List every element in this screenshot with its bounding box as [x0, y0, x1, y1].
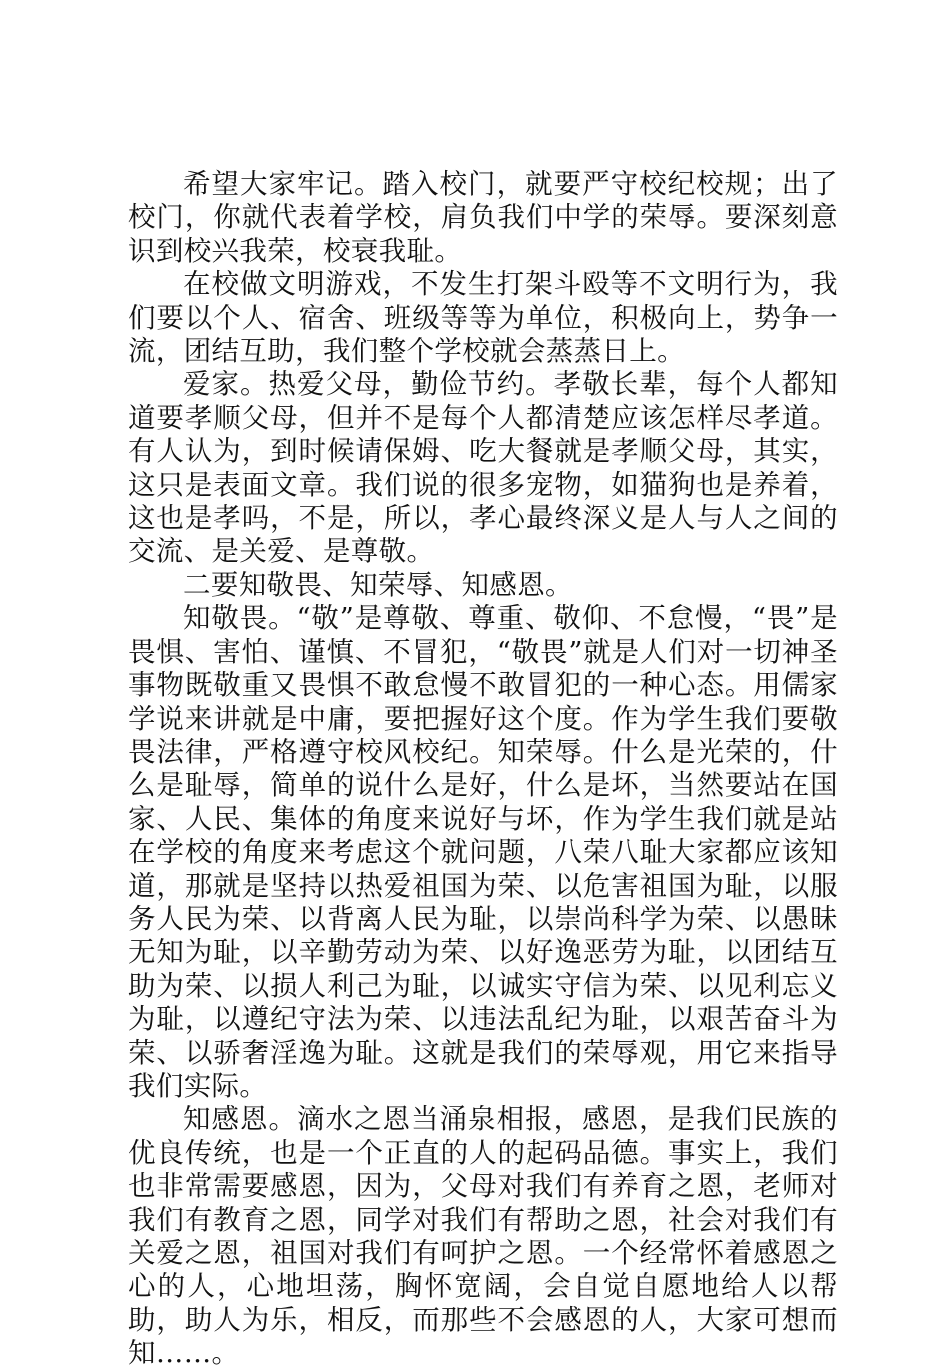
paragraph-civilized-games: 在校做文明游戏，不发生打架斗殴等不文明行为，我们要以个人、宿舍、班级等等为单位，积极向上，势争一流，团结互助，我们整个学校就会蒸蒸日上。 [128, 268, 838, 368]
paragraph-love-family: 爱家。热爱父母，勤俭节约。孝敬长辈，每个人都知道要孝顺父母，但并不是每个人都清楚应该怎样尽孝道。有人认为，到时候请保姆、吃大餐就是孝顺父母，其实，这只是表面文章。我们说的很多宠物，如猫狗也是养着，这也是孝吗，不是，所以，孝心最终深义是人与人之间的交流、是关爱、是尊敬。 [128, 368, 838, 568]
paragraph-know-awe: 知敬畏。“敬”是尊敬、尊重、敬仰、不怠慢，“畏”是畏惧、害怕、谨慎、不冒犯，“敬畏”就是人们对一切神圣事物既敬重又畏惧不敢怠慢不敢冒犯的一种心态。用儒家学说来讲就是中庸，要把握好这个度。作为学生我们要敬畏法律，严格遵守校风校纪。知荣辱。什么是光荣的，什么是耻辱，简单的说什么是好，什么是坏，当然要站在国家、人民、集体的角度来说好与坏，作为学生我们就是站在学校的角度来考虑这个就问题，八荣八耻大家都应该知道，那就是坚持以热爱祖国为荣、以危害祖国为耻，以服务人民为荣、以背离人民为耻，以崇尚科学为荣、以愚昧无知为耻，以辛勤劳动为荣、以好逸恶劳为耻，以团结互助为荣、以损人利己为耻，以诚实守信为荣、以见利忘义为耻，以遵纪守法为荣、以违法乱纪为耻，以艰苦奋斗为荣、以骄奢淫逸为耻。这就是我们的荣辱观，用它来指导我们实际。 [128, 602, 838, 1102]
paragraph-section-heading: 二要知敬畏、知荣辱、知感恩。 [183, 568, 573, 601]
paragraph-gratitude: 知感恩。滴水之恩当涌泉相报，感恩，是我们民族的优良传统，也是一个正直的人的起码品德。事实上，我们也非常需要感恩，因为，父母对我们有养育之恩，老师对我们有教育之恩，同学对我们有帮助之恩，社会对我们有关爱之恩，祖国对我们有呵护之恩。一个经常怀着感恩之心的人，心地坦荡，胸怀宽阔，会自觉自愿地给人以帮助，助人为乐，相反，而那些不会感恩的人，大家可想而知……。 [128, 1103, 838, 1370]
paragraph-school-honor: 希望大家牢记。踏入校门，就要严守校纪校规；出了校门，你就代表着学校，肩负我们中学的荣辱。要深刻意识到校兴我荣，校衰我耻。 [128, 168, 838, 267]
document-body [128, 168, 838, 1371]
